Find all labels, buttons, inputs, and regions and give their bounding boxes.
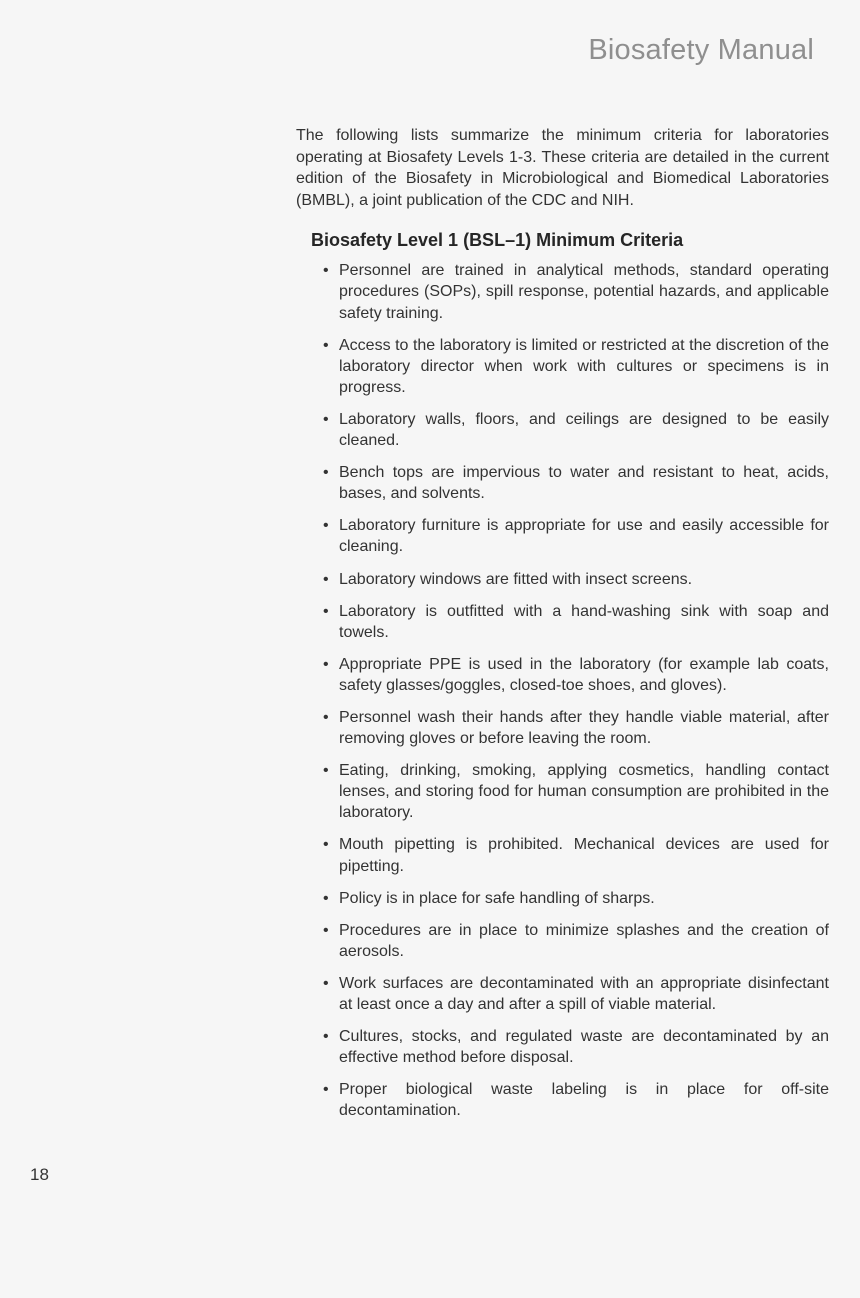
bullet-icon: •	[323, 464, 329, 482]
criteria-item	[296, 654, 829, 696]
bullet-icon: •	[323, 517, 329, 535]
bullet-icon: •	[323, 262, 329, 280]
bullet-icon: •	[323, 336, 329, 354]
criteria-text: Work surfaces are decontaminated with an appropriate disinfectant at least once a day and after a spill of viable material.	[339, 974, 829, 1013]
criteria-text: Laboratory windows are fitted with insect screens.	[339, 570, 693, 588]
criteria-item	[296, 834, 829, 876]
criteria-item	[296, 409, 829, 451]
criteria-text: Laboratory furniture is appropriate for use and easily accessible for cleaning.	[339, 517, 829, 556]
bullet-icon: •	[323, 836, 329, 854]
criteria-text: Cultures, stocks, and regulated waste are decontaminated by an effective method before disposal.	[339, 1028, 829, 1067]
bullet-icon: •	[323, 1028, 329, 1046]
criteria-text: Appropriate PPE is used in the laboratory (for example lab coats, safety glasses/goggles, closed-toe shoes, and gloves).	[339, 655, 829, 694]
bullet-icon: •	[323, 410, 329, 428]
criteria-item	[296, 569, 829, 590]
criteria-item	[296, 462, 829, 504]
criteria-text: Personnel wash their hands after they handle viable material, after removing gloves or before leaving the room.	[339, 708, 829, 748]
criteria-item	[296, 1079, 829, 1121]
criteria-item	[296, 973, 829, 1015]
bullet-icon: •	[323, 602, 329, 620]
criteria-list	[296, 260, 829, 1121]
criteria-item	[296, 335, 829, 398]
criteria-item	[296, 601, 829, 643]
bullet-icon: •	[323, 974, 329, 992]
criteria-text: Laboratory walls, floors, and ceilings are designed to be easily cleaned.	[339, 410, 829, 450]
criteria-item	[296, 760, 829, 823]
page-number: 18	[30, 1165, 49, 1184]
criteria-text: Personnel are trained in analytical methods, standard operating procedures (SOPs), spill response, potential hazards, and applicable safety training.	[339, 262, 829, 322]
bullet-icon: •	[323, 570, 329, 588]
criteria-text: Proper biological waste labeling is in place for off-site decontamination.	[339, 1081, 829, 1120]
bullet-icon: •	[323, 921, 329, 939]
bullet-icon: •	[323, 762, 329, 780]
bullet-icon: •	[323, 708, 329, 726]
criteria-item	[296, 515, 829, 557]
bullet-icon: •	[323, 655, 329, 673]
document-body	[296, 125, 829, 1132]
bullet-icon: •	[323, 1081, 329, 1099]
criteria-item	[296, 920, 829, 962]
criteria-item	[296, 707, 829, 749]
criteria-item	[296, 1026, 829, 1068]
criteria-text: Laboratory is outfitted with a hand-washing sink with soap and towels.	[339, 602, 829, 641]
criteria-item	[296, 260, 829, 323]
running-header-title: Biosafety Manual	[588, 34, 814, 66]
criteria-text: Policy is in place for safe handling of sharps.	[339, 889, 655, 907]
criteria-text: Access to the laboratory is limited or restricted at the discretion of the laboratory director when work with cultures or specimens is in progress.	[339, 336, 829, 396]
criteria-text: Mouth pipetting is prohibited. Mechanical devices are used for pipetting.	[339, 836, 829, 875]
intro-paragraph: The following lists summarize the minimum criteria for laboratories operating at Biosafety Levels 1-3. These criteria are detailed in the current edition of the Biosafety in Microbiological and Biomedical Laboratories (BMBL), a joint publication of the CDC and NIH.	[296, 127, 829, 209]
criteria-text: Bench tops are impervious to water and resistant to heat, acids, bases, and solvents.	[339, 464, 829, 503]
criteria-text: Procedures are in place to minimize splashes and the creation of aerosols.	[339, 921, 829, 960]
section-heading: Biosafety Level 1 (BSL–1) Minimum Criteria	[311, 230, 684, 251]
criteria-text: Eating, drinking, smoking, applying cosmetics, handling contact lenses, and storing food for human consumption are prohibited in the laboratory.	[339, 762, 829, 822]
bullet-icon: •	[323, 889, 329, 907]
criteria-item	[296, 888, 829, 909]
